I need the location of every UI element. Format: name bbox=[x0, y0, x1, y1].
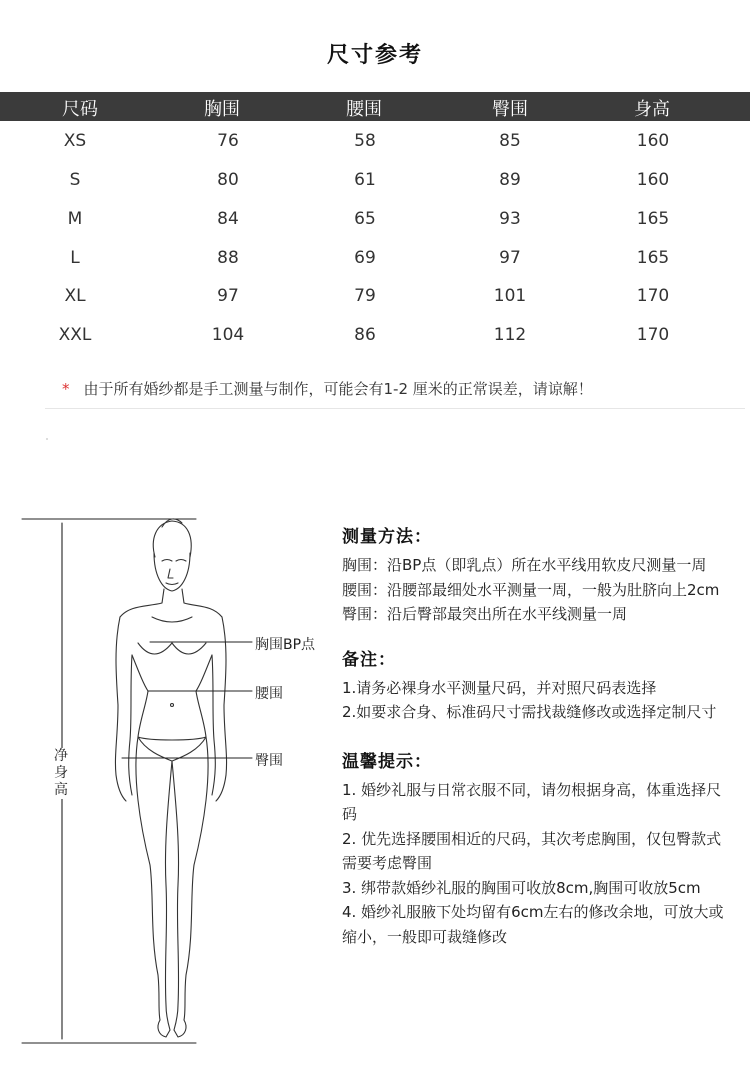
cell-height: 160 bbox=[636, 131, 670, 151]
tip-line: 1. 婚纱礼服与日常衣服不同，请勿根据身高，体重选择尺码 bbox=[342, 780, 722, 823]
measure-line-waist: 腰围：沿腰部最细处水平测量一周，一般为肚脐向上2cm bbox=[342, 580, 720, 599]
table-row bbox=[0, 286, 750, 316]
header-size: 尺码 bbox=[62, 99, 98, 120]
table-row bbox=[0, 325, 750, 355]
left-leg bbox=[136, 737, 160, 1020]
tip-line: 2. 优先选择腰围相近的尺码，其次考虑胸围，仅包臀款式需要考虑臀围 bbox=[342, 829, 722, 872]
cell-hip: 112 bbox=[493, 325, 527, 345]
header-hip: 臀围 bbox=[492, 99, 528, 120]
cell-hip: 85 bbox=[499, 131, 521, 151]
measurement-info bbox=[342, 522, 732, 949]
right-bust bbox=[172, 643, 206, 654]
tolerance-note bbox=[62, 378, 593, 399]
cell-hip: 89 bbox=[499, 170, 521, 190]
cell-chest: 80 bbox=[217, 170, 239, 190]
hip-label: 臀围 bbox=[255, 753, 283, 769]
cell-waist: 65 bbox=[354, 209, 376, 229]
cell-waist: 58 bbox=[354, 131, 376, 151]
tip-line: 4. 婚纱礼服腋下处均留有6cm左右的修改余地，可放大或缩小，一般即可裁缝修改 bbox=[342, 903, 724, 946]
net-height-label: 净身高 bbox=[54, 748, 68, 798]
cell-chest: 76 bbox=[217, 131, 239, 151]
table-row bbox=[0, 131, 750, 161]
table-row bbox=[0, 248, 750, 278]
cell-chest: 104 bbox=[211, 325, 245, 345]
cell-hip: 97 bbox=[499, 248, 521, 268]
remark-line: 2.如要求合身、标准码尺寸需找裁缝修改或选择定制尺寸 bbox=[342, 703, 717, 721]
header-chest: 胸围 bbox=[204, 99, 240, 120]
briefs bbox=[138, 737, 206, 761]
cell-hip: 101 bbox=[493, 286, 527, 306]
tip-line: 3. 绑带款婚纱礼服的胸围可收放8cm,胸围可收放5cm bbox=[342, 878, 701, 897]
cell-size: XS bbox=[63, 131, 87, 151]
table-row bbox=[0, 170, 750, 200]
table-row bbox=[0, 209, 750, 239]
cell-waist: 79 bbox=[354, 286, 376, 306]
cell-chest: 88 bbox=[217, 248, 239, 268]
left-bust bbox=[138, 643, 172, 654]
note-text: 由于所有婚纱都是手工测量与制作，可能会有1-2 厘米的正常误差，请谅解！ bbox=[83, 380, 593, 398]
cell-waist: 86 bbox=[354, 325, 376, 345]
left-arm bbox=[115, 617, 126, 801]
divider bbox=[45, 408, 745, 409]
cell-height: 170 bbox=[636, 286, 670, 306]
cell-size: S bbox=[69, 170, 81, 190]
note-star: * bbox=[62, 380, 70, 398]
header-height: 身高 bbox=[634, 99, 670, 120]
cell-chest: 84 bbox=[217, 209, 239, 229]
cell-size: L bbox=[70, 248, 80, 268]
size-table-header bbox=[0, 92, 750, 121]
measure-line-chest: 胸围：沿BP点（即乳点）所在水平线用软皮尺测量一周 bbox=[342, 556, 707, 574]
tips-title: 温馨提示： bbox=[342, 751, 432, 772]
cell-size: XXL bbox=[58, 325, 92, 345]
cell-waist: 69 bbox=[354, 248, 376, 268]
right-shoulder bbox=[182, 589, 222, 617]
left-shoulder bbox=[120, 589, 164, 617]
body-figure-illustration bbox=[0, 505, 330, 1050]
remark-line: 1.请务必裸身水平测量尺码，并对照尺码表选择 bbox=[342, 678, 657, 697]
right-leg bbox=[184, 737, 208, 1020]
cell-height: 170 bbox=[636, 325, 670, 345]
divider bbox=[46, 438, 48, 440]
cell-size: XL bbox=[64, 286, 86, 306]
measure-method-title: 测量方法： bbox=[342, 527, 432, 547]
figure-head bbox=[153, 519, 191, 591]
cell-height: 165 bbox=[636, 248, 670, 268]
cell-waist: 61 bbox=[354, 170, 376, 190]
page-title: 尺寸参考 bbox=[326, 43, 423, 68]
cell-hip: 93 bbox=[499, 209, 521, 229]
right-arm bbox=[216, 617, 227, 801]
waist-label: 腰围 bbox=[255, 686, 283, 702]
cell-size: M bbox=[67, 209, 83, 229]
header-waist: 腰围 bbox=[346, 99, 382, 120]
cell-height: 165 bbox=[636, 209, 670, 229]
chest-bp-label: 胸围BP点 bbox=[255, 637, 316, 653]
cell-height: 160 bbox=[636, 170, 670, 190]
cell-chest: 97 bbox=[217, 286, 239, 306]
measure-line-hip: 臀围：沿后臀部最突出所在水平线测量一周 bbox=[342, 605, 628, 623]
remarks-title: 备注： bbox=[342, 649, 396, 670]
